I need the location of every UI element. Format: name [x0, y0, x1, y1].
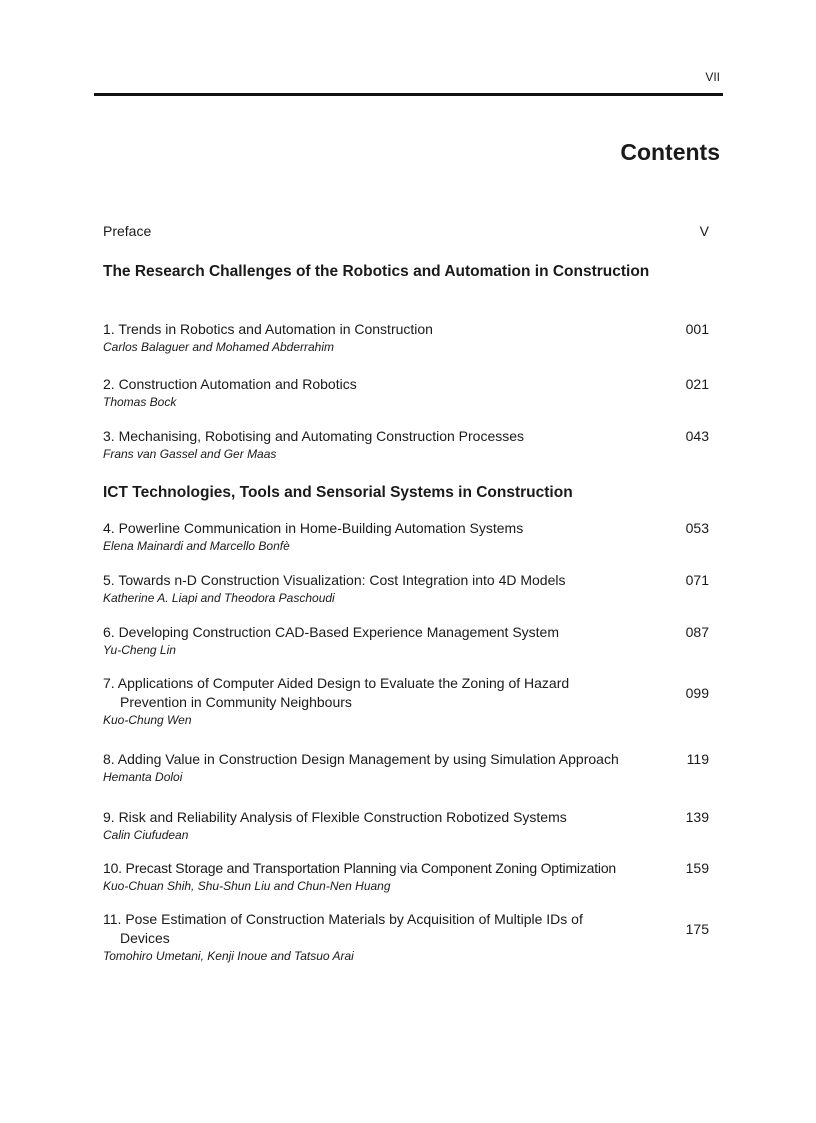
entry-authors: Tomohiro Umetani, Kenji Inoue and Tatsuo Arai	[103, 949, 354, 963]
entry-page: 159	[685, 860, 709, 876]
entry-title: 3. Mechanising, Robotising and Automating Construction Processes	[103, 428, 525, 444]
entry-authors: Kuo-Chuan Shih, Shu-Shun Liu and Chun-Nen Huang	[103, 879, 391, 893]
entry-title: 10. Precast Storage and Transportation Planning via Component Zoning Optimization	[103, 860, 616, 876]
entry-title: 1. Trends in Robotics and Automation in Construction	[103, 321, 433, 337]
toc-entry-preface[interactable]	[103, 222, 709, 241]
entry-title: Preface	[103, 223, 152, 239]
entry-title	[103, 674, 678, 712]
entry-page: 119	[686, 751, 709, 767]
entry-page: 099	[685, 685, 709, 701]
entry-title: 2. Construction Automation and Robotics	[103, 376, 357, 392]
toc-entry[interactable]	[103, 571, 709, 606]
page-number: VII	[705, 70, 720, 84]
page-title: Contents	[620, 139, 720, 165]
entry-title: 6. Developing Construction CAD-Based Experience Management System	[103, 624, 560, 640]
entry-authors: Calin Ciufudean	[103, 828, 189, 842]
entry-authors: Hemanta Doloi	[103, 770, 183, 784]
entry-page: 021	[685, 376, 709, 392]
entry-page: V	[699, 223, 709, 239]
toc-entry[interactable]	[103, 808, 709, 843]
entry-page: 043	[685, 428, 709, 444]
entry-authors: Katherine A. Liapi and Theodora Paschoudi	[103, 591, 335, 605]
entry-authors: Carlos Balaguer and Mohamed Abderrahim	[103, 340, 335, 354]
entry-authors: Thomas Bock	[103, 395, 177, 409]
toc-entry[interactable]	[103, 859, 709, 894]
header-rule	[94, 93, 723, 96]
section-heading: The Research Challenges of the Robotics and Automation in Construction	[103, 263, 650, 280]
toc-entry[interactable]	[103, 750, 709, 785]
entry-page: 139	[685, 809, 709, 825]
entry-page: 001	[685, 321, 709, 337]
entry-page: 087	[685, 624, 709, 640]
section-heading: ICT Technologies, Tools and Sensorial Systems in Construction	[103, 484, 573, 501]
entry-page: 071	[685, 572, 709, 588]
toc-entry[interactable]	[103, 623, 709, 658]
toc-entry[interactable]	[103, 427, 709, 462]
toc-entry[interactable]	[103, 674, 709, 728]
entry-page: 175	[685, 921, 709, 937]
toc-entry[interactable]	[103, 320, 709, 355]
entry-page: 053	[685, 520, 709, 536]
entry-title-continuation: Prevention in Community Neighbours	[120, 694, 352, 710]
entry-title	[103, 910, 678, 948]
entry-title: 4. Powerline Communication in Home-Building Automation Systems	[103, 520, 524, 536]
entry-title: 8. Adding Value in Construction Design Management by using Simulation Approach	[103, 751, 619, 767]
entry-authors: Elena Mainardi and Marcello Bonfè	[103, 539, 290, 553]
toc-entry[interactable]	[103, 910, 709, 964]
entry-authors: Kuo-Chung Wen	[103, 713, 192, 727]
toc-entry[interactable]	[103, 519, 709, 554]
entry-title: 5. Towards n-D Construction Visualization: Cost Integration into 4D Models	[103, 572, 566, 588]
entry-title-line: 7. Applications of Computer Aided Design to Evaluate the Zoning of Hazard	[103, 675, 570, 691]
entry-title: 9. Risk and Reliability Analysis of Flexible Construction Robotized Systems	[103, 809, 567, 825]
toc-entry[interactable]	[103, 375, 709, 410]
entry-authors: Yu-Cheng Lin	[103, 643, 176, 657]
entry-authors: Frans van Gassel and Ger Maas	[103, 447, 277, 461]
entry-title-line: 11. Pose Estimation of Construction Materials by Acquisition of Multiple IDs of	[103, 911, 583, 927]
entry-title-continuation: Devices	[120, 930, 170, 946]
